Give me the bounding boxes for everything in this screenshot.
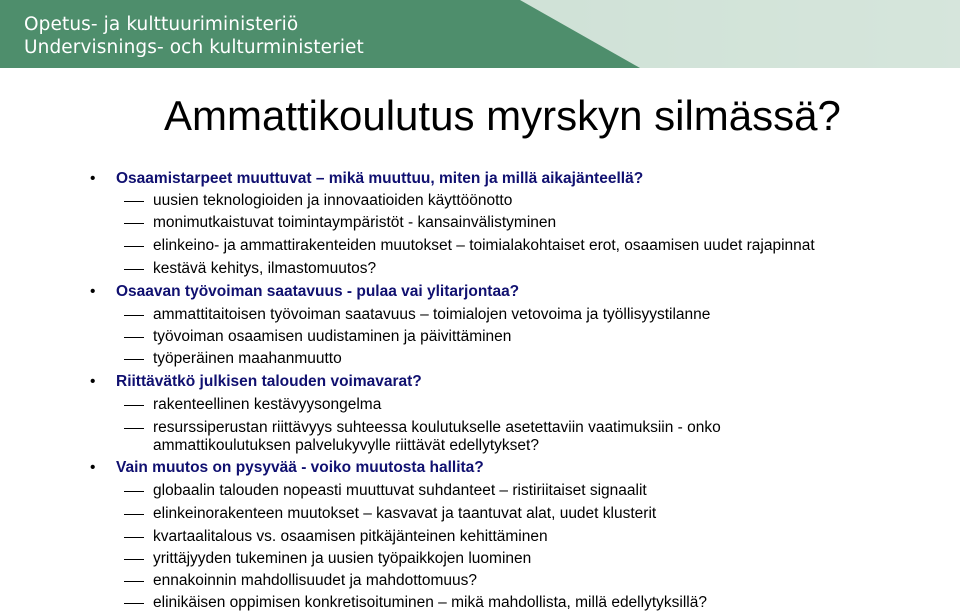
sub-bullet-text: monimutkaistuvat toimintaympäristöt - kansainvälistyminen (153, 214, 557, 231)
bullet-dot-icon: • (90, 459, 96, 476)
bullet-julkinen-talous (90, 373, 422, 391)
sub-bullet-text: uusien teknologioiden ja innovaatioiden käyttöönotto (153, 192, 513, 209)
dash-icon (124, 337, 144, 338)
sub-bullet-text: ennakoinnin mahdollisuudet ja mahdottomuus? (153, 572, 477, 589)
sub-bullet-text: kvartaalitalous vs. osaamisen pitkäjänteinen kehittäminen (153, 528, 548, 545)
dash-icon (124, 514, 144, 515)
bullet-osaamistarpeet (90, 170, 644, 188)
sub-bullet-text: globaalin talouden nopeasti muuttuvat suhdanteet – ristiriitaiset signaalit (153, 482, 647, 499)
dash-icon (124, 405, 144, 406)
sub-bullet-text: ammattitaitoisen työvoiman saatavuus – toimialojen vetovoima ja työllisyystilanne (153, 306, 711, 323)
dash-icon (124, 315, 144, 316)
dash-icon (124, 201, 144, 202)
bullet-dot-icon: • (90, 283, 96, 300)
bullet-dot-icon: • (90, 170, 96, 187)
dash-icon (124, 359, 144, 360)
sub-bullet (153, 237, 815, 255)
sub-bullet (153, 572, 477, 590)
ministry-name-swedish: Undervisnings- och kulturministeriet (24, 37, 364, 58)
sub-bullet-text: kestävä kehitys, ilmastomuutos? (153, 260, 377, 277)
sub-bullet-text: työperäinen maahanmuutto (153, 350, 342, 367)
sub-bullet (153, 528, 548, 546)
sub-bullet-text: rakenteellinen kestävyysongelma (153, 396, 382, 413)
bullet-text: Osaavan työvoiman saatavuus - pulaa vai ylitarjontaa? (116, 283, 520, 300)
bullet-tyovoiman-saatavuus (90, 283, 520, 301)
dash-icon (124, 603, 144, 604)
sub-bullet-text: elinkeino- ja ammattirakenteiden muutokset – toimialakohtaiset erot, osaamisen uudet rajapinnat (153, 237, 815, 254)
dash-icon (124, 223, 144, 224)
slide-title: Ammattikoulutus myrskyn silmässä? (164, 92, 841, 139)
sub-bullet (153, 482, 647, 500)
dash-icon (124, 428, 144, 429)
dash-icon (124, 581, 144, 582)
sub-bullet (153, 214, 556, 232)
dash-icon (124, 246, 144, 247)
sub-bullet (153, 550, 531, 568)
dash-icon (124, 537, 144, 538)
sub-bullet-text: työvoiman osaamisen uudistaminen ja päivittäminen (153, 328, 512, 345)
sub-bullet-text: resurssiperustan riittävyys suhteessa koulutukselle asetettaviin vaatimuksiin - onko (153, 419, 721, 436)
sub-bullet (153, 419, 721, 437)
bullet-dot-icon: • (90, 373, 96, 390)
sub-bullet (153, 192, 512, 210)
bullet-muutos-pysyvaa (90, 459, 484, 477)
bullet-text: Riittävätkö julkisen talouden voimavarat? (116, 373, 422, 390)
sub-bullet (153, 350, 342, 368)
sub-bullet (153, 306, 710, 324)
bullet-text: Vain muutos on pysyvää - voiko muutosta hallita? (116, 459, 484, 476)
sub-bullet-text: elinkeinorakenteen muutokset – kasvavat ja taantuvat alat, uudet klusterit (153, 505, 657, 522)
sub-bullet-continuation: ammattikoulutuksen palvelukyvylle riittävät edellytykset? (153, 437, 539, 454)
sub-bullet (153, 594, 707, 612)
ministry-name-finnish: Opetus- ja kulttuuriministeriö (24, 14, 299, 35)
sub-bullet (153, 396, 381, 414)
sub-bullet (153, 260, 376, 278)
dash-icon (124, 491, 144, 492)
sub-bullet-text: elinikäisen oppimisen konkretisoituminen – mikä mahdollista, millä edellytyksillä? (153, 594, 707, 611)
dash-icon (124, 269, 144, 270)
bullet-text: Osaamistarpeet muuttuvat – mikä muuttuu, miten ja millä aikajänteellä? (116, 170, 644, 187)
sub-bullet (153, 505, 656, 523)
sub-bullet-text: yrittäjyyden tukeminen ja uusien työpaikkojen luominen (153, 550, 532, 567)
dash-icon (124, 559, 144, 560)
sub-bullet (153, 328, 511, 346)
